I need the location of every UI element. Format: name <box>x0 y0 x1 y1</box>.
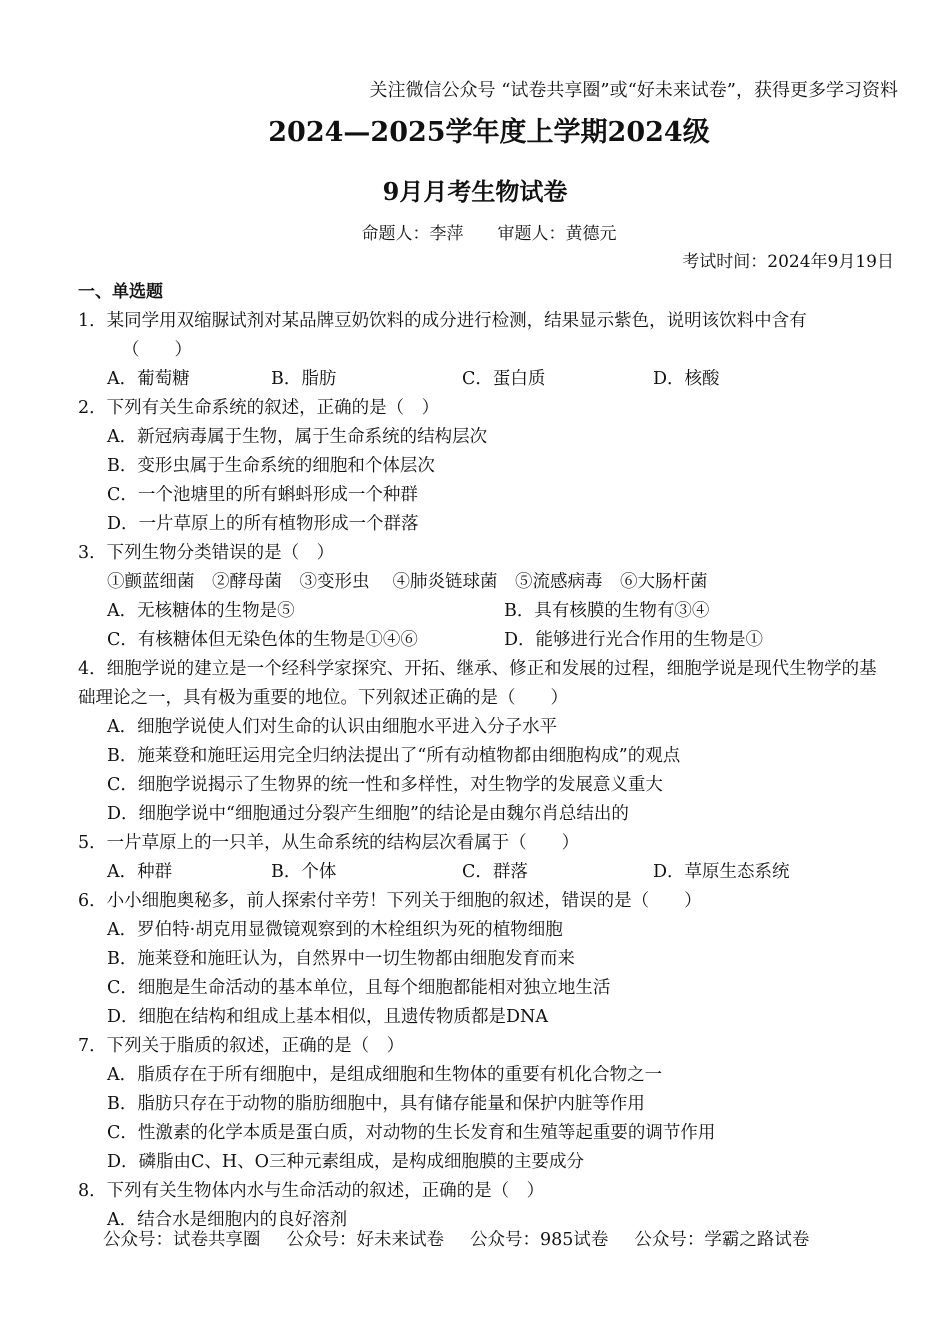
question-1-blank: （ ） <box>122 340 192 360</box>
questions-area <box>78 278 893 1235</box>
question-8-option-a: A．结合水是细胞内的良好溶剂 <box>107 1210 348 1230</box>
question-5-options <box>78 858 893 887</box>
question-7-stem: 7．下列关于脂质的叙述，正确的是（ ） <box>78 1036 405 1056</box>
footer-account-2: 公众号：好未来试卷 <box>286 1230 444 1250</box>
exam-subtitle: 9月月考生物试卷 <box>382 177 568 206</box>
question-3-organism-list: ①颤蓝细菌 ②酵母菌 ③变形虫 ④肺炎链球菌 ⑤流感病毒 ⑥大肠杆菌 <box>107 572 708 592</box>
wechat-notice: 关注微信公众号 “试卷共享圈”或“好未来试卷”，获得更多学习资料 <box>369 80 898 101</box>
question-5-option-a: A．种群 <box>107 862 173 882</box>
question-7-option-d: D．磷脂由C、H、O三种元素组成，是构成细胞膜的主要成分 <box>107 1152 585 1172</box>
footer-account-4: 公众号：学霸之路试卷 <box>634 1230 810 1250</box>
question-7-option-b: B．脂肪只存在于动物的脂肪细胞中，具有储存能量和保护内脏等作用 <box>107 1094 645 1114</box>
question-6-option-b: B．施莱登和施旺认为，自然界中一切生物都由细胞发育而来 <box>107 949 575 969</box>
question-4-stem: 4．细胞学说的建立是一个经科学家探究、开拓、继承、修正和发展的过程，细胞学说是现代生物学的基础理论之一，具有极为重要的地位。下列叙述正确的是（ ） <box>78 659 877 708</box>
question-1-option-b: B．脂肪 <box>271 369 337 389</box>
question-6-option-c: C．细胞是生命活动的基本单位，且每个细胞都能相对独立地生活 <box>107 978 611 998</box>
question-3-stem: 3．下列生物分类错误的是（ ） <box>78 543 335 563</box>
exam-title: 2024—2025学年度上学期2024级 <box>268 117 710 148</box>
question-3-options-row-1 <box>78 597 893 626</box>
exam-time: 考试时间：2024年9月19日 <box>682 252 894 272</box>
footer-accounts <box>103 1226 809 1254</box>
question-5-option-b: B．个体 <box>271 862 337 882</box>
question-3-option-d: D．能够进行光合作用的生物是① <box>504 630 764 650</box>
authors-line <box>0 221 950 247</box>
question-1-option-c: C．蛋白质 <box>462 369 546 389</box>
question-4-option-a: A．细胞学说使人们对生命的认识由细胞水平进入分子水平 <box>107 717 558 737</box>
section-title: 一、单选题 <box>78 282 163 302</box>
question-7-option-a: A．脂质存在于所有细胞中，是组成细胞和生物体的重要有机化合物之一 <box>107 1065 663 1085</box>
question-5-stem: 5．一片草原上的一只羊，从生命系统的结构层次看属于（ ） <box>78 833 580 853</box>
question-3-option-a: A．无核糖体的生物是⑤ <box>107 601 295 621</box>
question-7-option-c: C．性激素的化学本质是蛋白质，对动物的生长发育和生殖等起重要的调节作用 <box>107 1123 716 1143</box>
question-5-option-c: C．群落 <box>462 862 528 882</box>
footer-account-1: 公众号：试卷共享圈 <box>103 1230 261 1250</box>
question-8-stem: 8．下列有关生物体内水与生命活动的叙述，正确的是（ ） <box>78 1181 545 1201</box>
question-2-option-d: D．一片草原上的所有植物形成一个群落 <box>107 514 419 534</box>
question-6-option-a: A．罗伯特·胡克用显微镜观察到的木栓组织为死的植物细胞 <box>107 920 563 940</box>
question-3-options-row-2 <box>78 626 893 655</box>
question-1-options <box>78 365 893 394</box>
footer-account-3: 公众号：985试卷 <box>470 1230 609 1250</box>
question-4-option-b: B．施莱登和施旺运用完全归纳法提出了“所有动植物都由细胞构成”的观点 <box>107 746 681 766</box>
question-2-stem: 2．下列有关生命系统的叙述，正确的是（ ） <box>78 398 440 418</box>
question-3-option-b: B．具有核膜的生物有③④ <box>504 601 710 621</box>
question-4-option-d: D．细胞学说中“细胞通过分裂产生细胞”的结论是由魏尔肖总结出的 <box>107 804 629 824</box>
question-2-option-a: A．新冠病毒属于生物，属于生命系统的结构层次 <box>107 427 488 447</box>
question-4-option-c: C．细胞学说揭示了生物界的统一性和多样性，对生物学的发展意义重大 <box>107 775 663 795</box>
reviewer: 审题人：黄德元 <box>497 224 617 244</box>
question-1-option-d: D．核酸 <box>653 369 720 389</box>
question-2-option-c: C．一个池塘里的所有蝌蚪形成一个种群 <box>107 485 418 505</box>
question-1-option-a: A．葡萄糖 <box>107 369 190 389</box>
question-5-option-d: D．草原生态系统 <box>653 862 790 882</box>
question-1-stem: 1．某同学用双缩脲试剂对某品牌豆奶饮料的成分进行检测，结果显示紫色，说明该饮料中含有 <box>78 311 807 331</box>
question-2-option-b: B．变形虫属于生命系统的细胞和个体层次 <box>107 456 435 476</box>
question-6-option-d: D．细胞在结构和组成上基本相似，且遗传物质都是DNA <box>107 1007 549 1027</box>
setter: 命题人：李萍 <box>361 224 464 244</box>
question-6-stem: 6．小小细胞奥秘多，前人探索付辛劳！下列关于细胞的叙述，错误的是（ ） <box>78 891 702 911</box>
question-3-option-c: C．有核糖体但无染色体的生物是①④⑥ <box>107 630 418 650</box>
